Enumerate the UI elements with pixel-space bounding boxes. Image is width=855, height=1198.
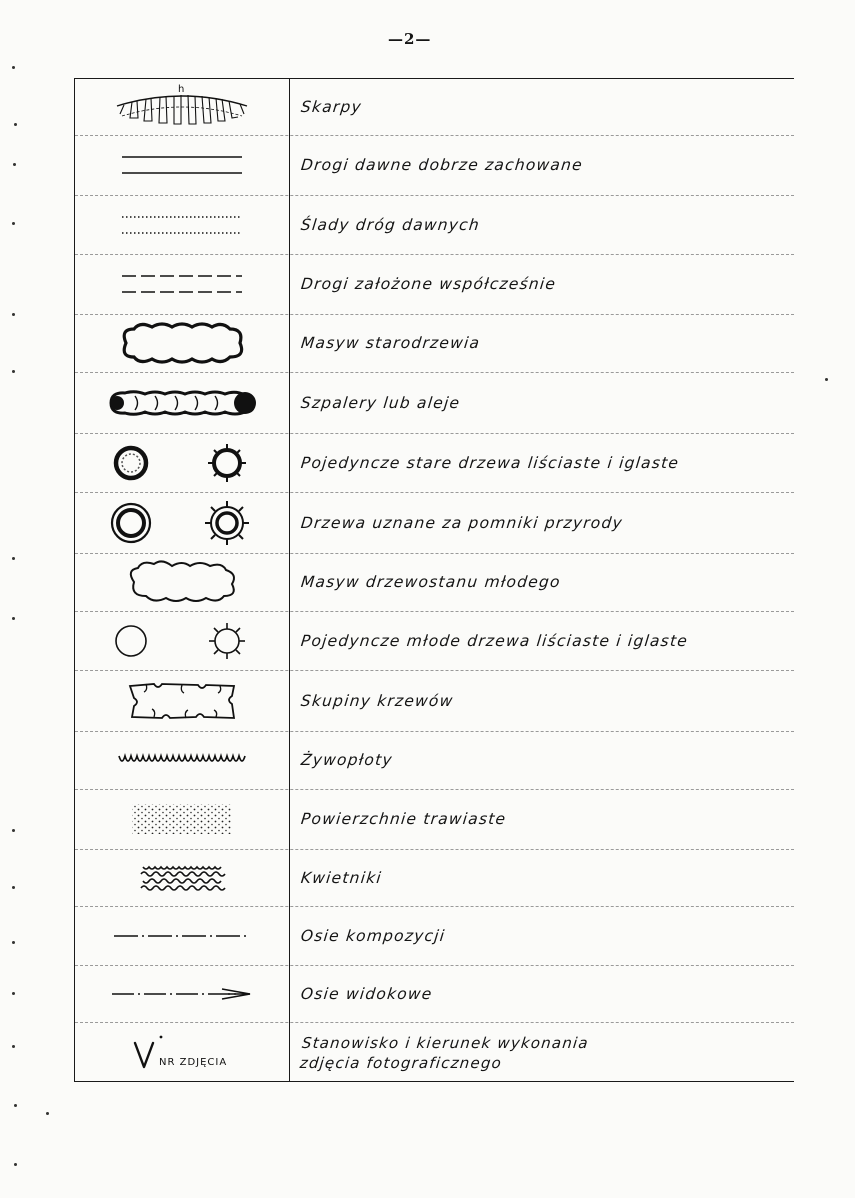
hedge-wavy-line-icon bbox=[75, 731, 289, 789]
legend-label-zywoploty: Żywopłoty bbox=[300, 751, 394, 769]
double-dotted-line-icon bbox=[75, 195, 289, 254]
legend-label-mlode-drzewa: Pojedyncze młode drzewa liściaste i iglaste bbox=[300, 631, 690, 650]
legend-row-pomniki-przyrody bbox=[75, 492, 794, 554]
legend-row-drogi-dawne bbox=[75, 135, 794, 196]
scan-speck bbox=[12, 617, 15, 620]
legend-row-trawniki bbox=[75, 789, 794, 850]
legend-label-skarpy: Skarpy bbox=[300, 98, 363, 116]
legend-row-szpalery bbox=[75, 372, 794, 434]
legend-label-masyw-starodrzewia: Masyw starodrzewia bbox=[300, 334, 482, 352]
scan-speck bbox=[14, 123, 17, 126]
scan-speck bbox=[14, 1163, 17, 1166]
legend-label-osie-kompozycji: Osie kompozycji bbox=[300, 926, 447, 945]
scan-speck bbox=[12, 886, 15, 889]
legend-label-krzewy: Skupiny krzewów bbox=[300, 691, 455, 710]
legend-row-mlode-drzewa bbox=[75, 611, 794, 671]
legend-label-stare-drzewa: Pojedyncze stare drzewa liściaste i iglaste bbox=[300, 453, 681, 472]
scan-speck bbox=[14, 1104, 17, 1107]
legend-label-pomniki-przyrody: Drzewa uznane za pomniki przyrody bbox=[300, 513, 624, 532]
embankment-height-label: h bbox=[178, 84, 185, 95]
scan-speck bbox=[825, 378, 828, 381]
legend-label-stanowisko: Stanowisko i kierunek wykonania zdjęcia fotograficznego bbox=[299, 1033, 590, 1072]
double-solid-line-icon bbox=[75, 135, 289, 195]
legend-row-stare-drzewa bbox=[75, 433, 794, 493]
row-of-crowns-icon bbox=[75, 372, 289, 433]
legend-row-osie-widokowe bbox=[75, 965, 794, 1023]
legend-label-osie-widokowe: Osie widokowe bbox=[300, 984, 434, 1003]
scan-speck bbox=[12, 992, 15, 995]
scan-speck bbox=[12, 370, 15, 373]
young-tree-icons bbox=[75, 611, 289, 670]
legend-row-drogi-wspolczesne bbox=[75, 254, 794, 315]
legend-label-drogi-wspolczesne: Drogi założone współcześnie bbox=[300, 275, 558, 293]
legend-row-masyw-starodrzewia bbox=[75, 314, 794, 373]
scan-speck bbox=[46, 1112, 49, 1115]
scan-speck bbox=[12, 829, 15, 832]
legend-label-trawniki: Powierzchnie trawiaste bbox=[300, 810, 508, 828]
dash-dot-line-icon bbox=[75, 906, 289, 965]
legend-row-osie-kompozycji bbox=[75, 906, 794, 966]
photo-number-caption: NR ZDJĘCIA bbox=[159, 1056, 228, 1068]
scan-speck bbox=[13, 163, 16, 166]
dash-dot-arrow-icon bbox=[75, 965, 289, 1022]
legend-row-krzewy bbox=[75, 670, 794, 732]
double-dashed-line-icon bbox=[75, 254, 289, 314]
old-tree-icons bbox=[75, 433, 289, 492]
legend-table bbox=[74, 78, 794, 1082]
legend-label-kwietniki: Kwietniki bbox=[300, 868, 383, 887]
legend-label-drogi-dawne: Drogi dawne dobrze zachowane bbox=[300, 156, 584, 174]
legend-row-kwietniki bbox=[75, 849, 794, 907]
legend-row-zywoploty bbox=[75, 731, 794, 790]
page-number: —2— bbox=[388, 30, 432, 48]
shrub-group-icon bbox=[75, 670, 289, 731]
scan-speck bbox=[12, 66, 15, 69]
legend-row-skarpy bbox=[75, 79, 794, 136]
scan-speck bbox=[12, 941, 15, 944]
scan-speck bbox=[12, 1045, 15, 1048]
nature-monument-tree-icons bbox=[75, 492, 289, 553]
scan-speck bbox=[12, 557, 15, 560]
legend-label-drzewostan-mlody: Masyw drzewostanu młodego bbox=[300, 573, 562, 591]
legend-label-slady-drog: Ślady dróg dawnych bbox=[300, 215, 481, 234]
legend-label-szpalery: Szpalery lub aleje bbox=[300, 393, 462, 412]
legend-row-drzewostan-mlody bbox=[75, 553, 794, 612]
scan-speck bbox=[12, 222, 15, 225]
bold-cloud-outline-icon bbox=[75, 314, 289, 372]
legend-row-slady-drog bbox=[75, 195, 794, 255]
photo-position-marker-icon bbox=[75, 1022, 289, 1083]
grass-stipple-icon bbox=[75, 789, 289, 849]
legend-row-stanowisko bbox=[75, 1022, 794, 1083]
flowerbed-squiggle-icon bbox=[75, 849, 289, 906]
embankment-icon bbox=[75, 79, 289, 135]
scan-speck bbox=[12, 313, 15, 316]
thin-cloud-outline-icon bbox=[75, 553, 289, 611]
